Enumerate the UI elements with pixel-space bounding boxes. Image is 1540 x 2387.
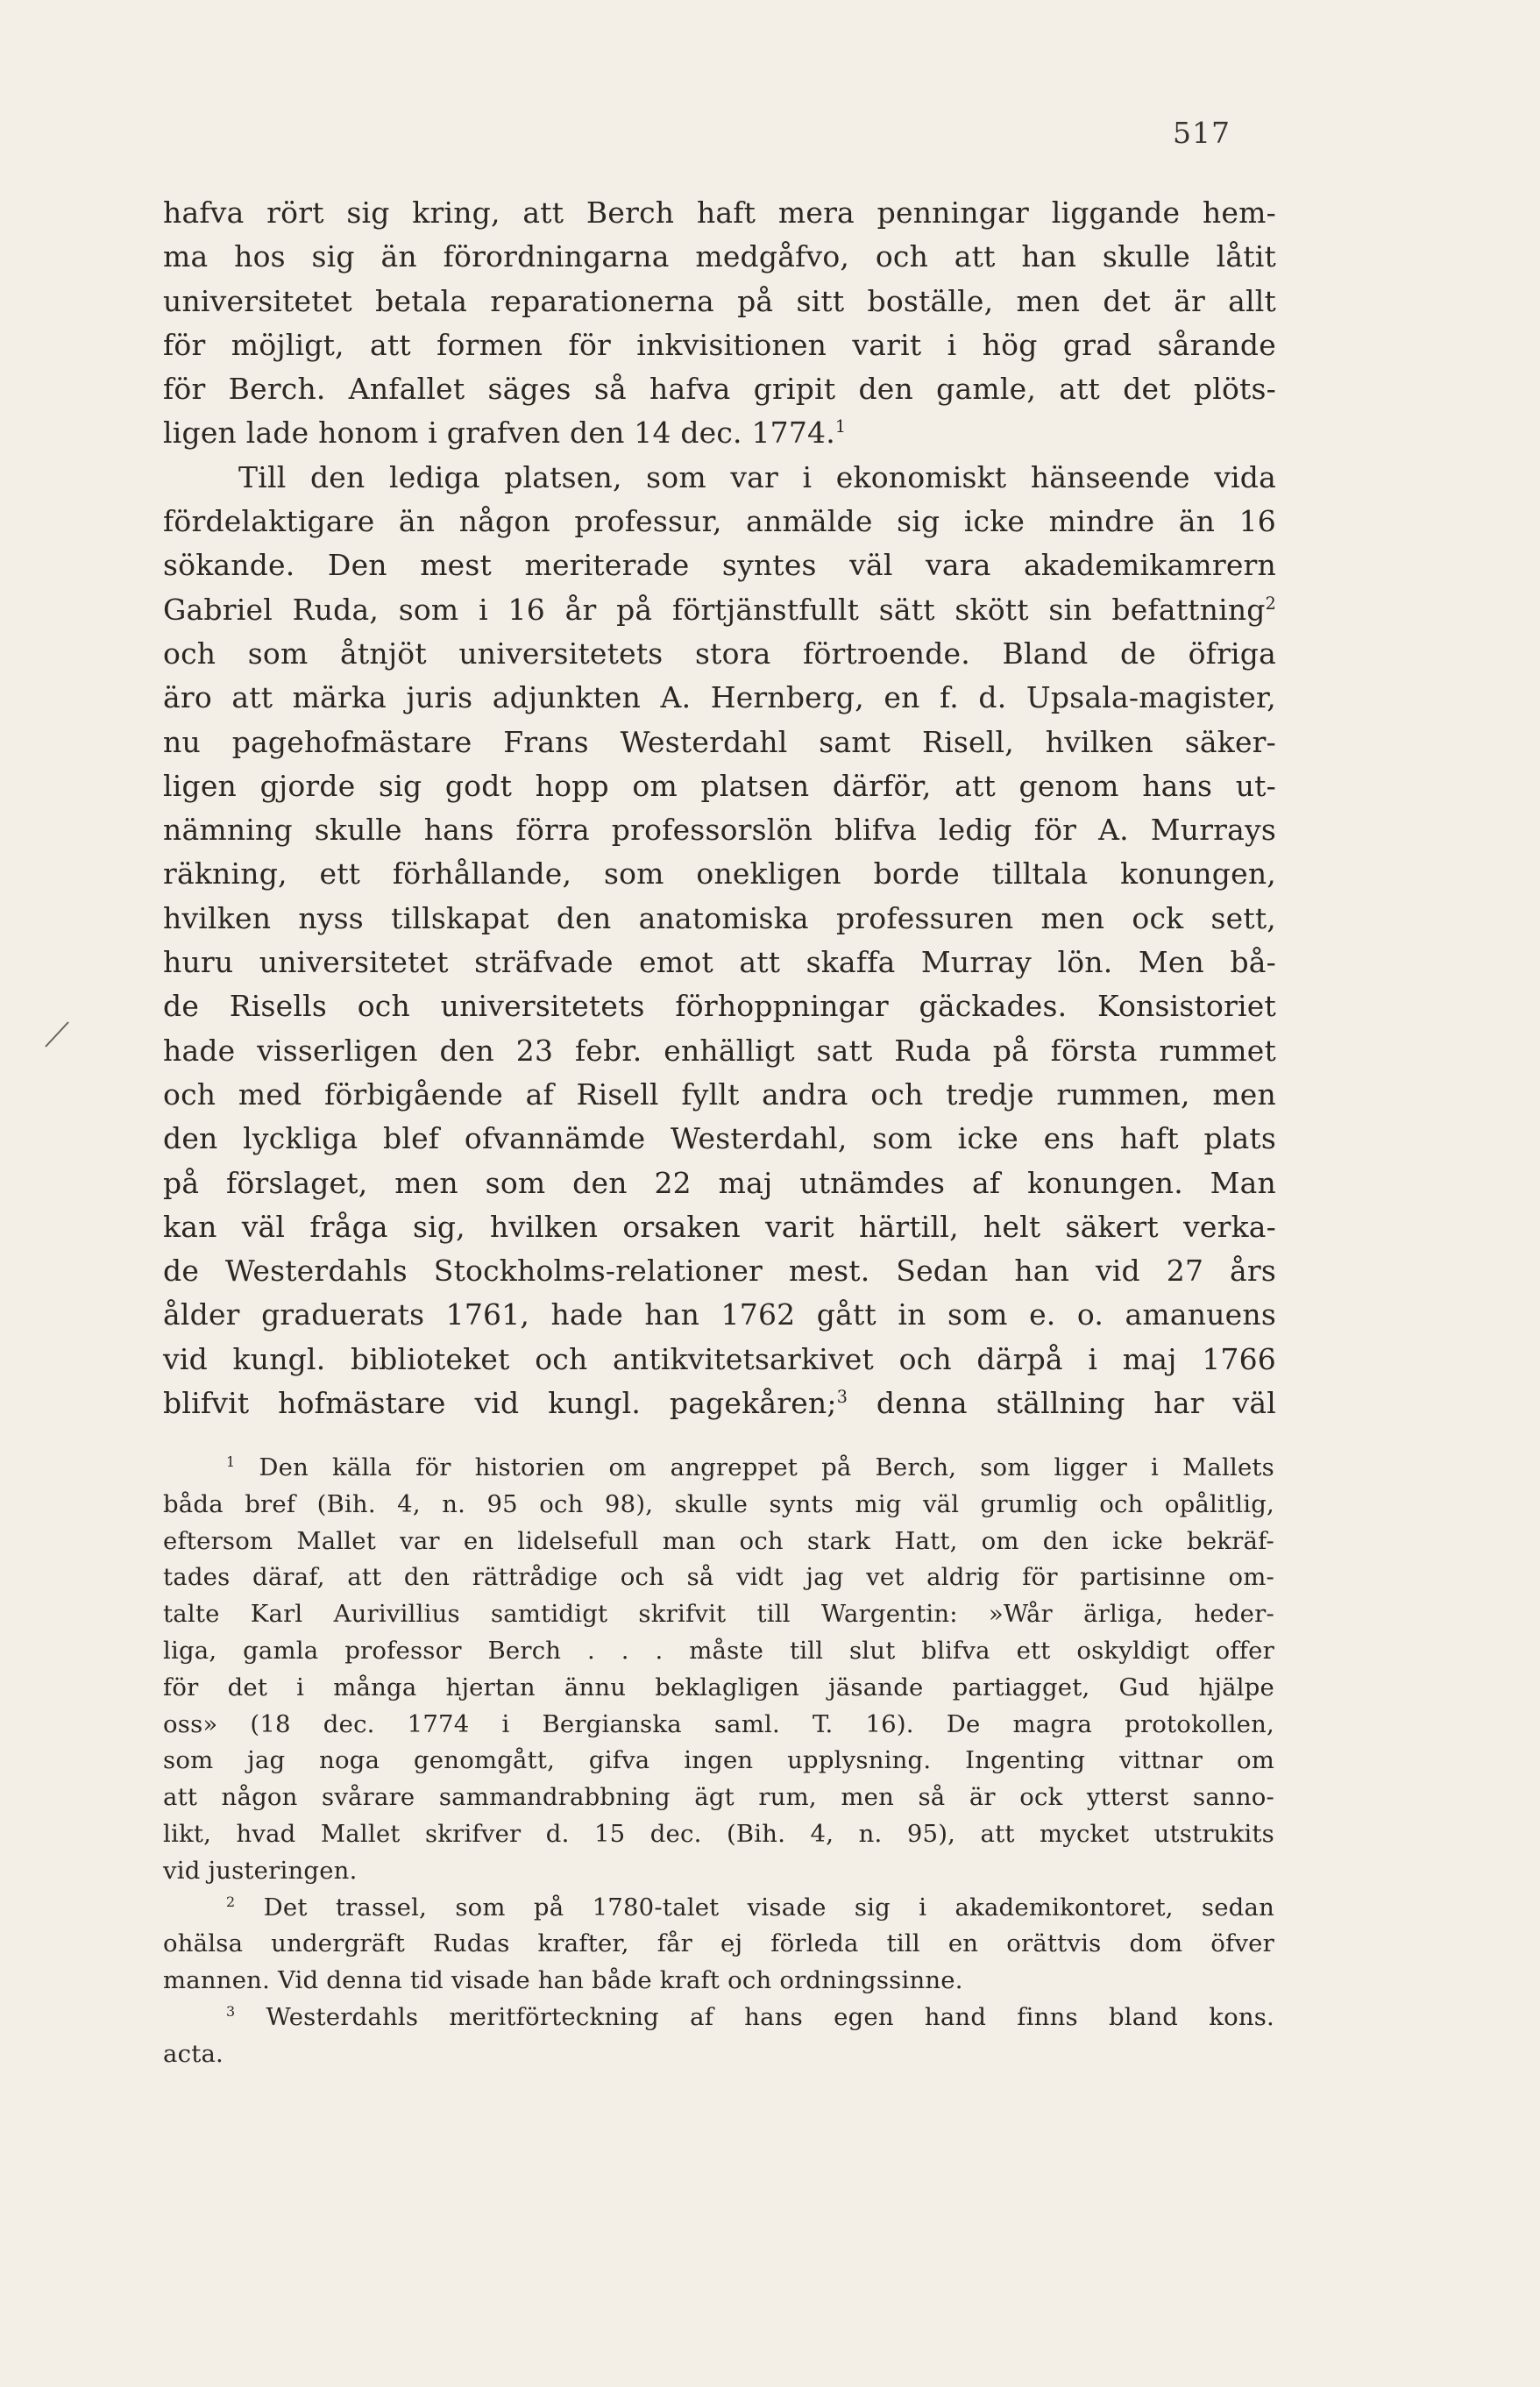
- body-line-text: räkning, ett förhållande, som onekligen borde tilltala konungen,: [163, 856, 1276, 892]
- footnote-line: [163, 1780, 1274, 1816]
- body-line-text: Till den lediga platsen, som var i ekonomiskt hänseende vida: [238, 459, 1276, 494]
- footnote-line-text: talte Karl Aurivillius samtidigt skrifvit till Wargentin: »Wår ärliga, heder-: [163, 1600, 1274, 1629]
- body-line-text: den lyckliga blef ofvannämde Westerdahl, som icke ens haft plats: [163, 1121, 1276, 1156]
- body-line: [163, 1029, 1276, 1073]
- footnote-line: [163, 1890, 1274, 1927]
- footnote-line: [163, 2036, 1274, 2073]
- margin-pencil-mark: [42, 1017, 77, 1052]
- footnote-line-text: oss» (18 dec. 1774 i Bergianska saml. T. 16). De magra protokollen,: [163, 1709, 1274, 1738]
- body-line: [163, 852, 1276, 896]
- body-line: [163, 367, 1276, 411]
- body-line: [163, 191, 1276, 235]
- body-line-text: ålder graduerats 1761, hade han 1762 gått in som e. o. amanuens: [163, 1297, 1276, 1332]
- footnote-line: [163, 1963, 1274, 2000]
- body-line: [163, 500, 1276, 543]
- body-line: [163, 1162, 1276, 1205]
- footnote-reference: 3: [836, 1387, 848, 1408]
- body-line: [163, 808, 1276, 852]
- footnote-line-text: tades däraf, att den rättrådige och så vidt jag vet aldrig för partisinne om-: [163, 1563, 1274, 1592]
- body-line: [163, 984, 1276, 1028]
- footnote-line: [163, 1816, 1274, 1853]
- body-line: [163, 941, 1276, 984]
- body-line-text: och som åtnjöt universitetets stora förtroende. Bland de öfriga: [163, 636, 1276, 671]
- body-line-text: ma hos sig än förordningarna medgåfvo, och att han skulle låtit: [163, 239, 1276, 274]
- footnote-line-text: liga, gamla professor Berch . . . måste till slut blifva ett oskyldigt offer: [163, 1636, 1274, 1665]
- body-line: [163, 1073, 1276, 1117]
- body-line-text: sökande. Den mest meriterade syntes väl vara akademikamrern: [163, 548, 1276, 583]
- body-line-text: fördelaktigare än någon professur, anmälde sig icke mindre än 16: [163, 504, 1276, 539]
- body-line: [163, 721, 1276, 764]
- page-number: 517: [1173, 116, 1231, 150]
- body-line-text: Gabriel Ruda, som i 16 år på förtjänstfullt sätt skött sin befattning: [163, 592, 1266, 627]
- body-line-tail: denna ställning har väl: [848, 1386, 1276, 1421]
- body-line-text: på förslaget, men som den 22 maj utnämdes af konungen. Man: [163, 1165, 1276, 1200]
- body-line-text: och med förbigående af Risell fyllt andra och tredje rummen, men: [163, 1076, 1276, 1112]
- body-line-text: universitetet betala reparationerna på sitt boställe, men det är allt: [163, 283, 1276, 318]
- footnote-line-text: likt, hvad Mallet skrifver d. 15 dec. (Bih. 4, n. 95), att mycket utstrukits: [163, 1819, 1274, 1848]
- footnote-reference: 1: [834, 416, 847, 437]
- footnote-marker: 2: [226, 1893, 236, 1910]
- footnote-marker: 1: [226, 1453, 236, 1470]
- footnote-reference: 2: [1265, 593, 1276, 614]
- body-line: [163, 1249, 1276, 1293]
- body-line-text: de Risells och universitetets förhoppningar gäckades. Konsistoriet: [163, 989, 1276, 1024]
- body-line-text: nämning skulle hans förra professorslön blifva ledig för A. Murrays: [163, 813, 1276, 848]
- body-line: [163, 323, 1276, 367]
- footnote-line: [163, 1450, 1274, 1487]
- footnote-line-text: mannen. Vid denna tid visade han både kraft och ordningssinne.: [163, 1966, 963, 1995]
- body-line: [163, 764, 1276, 808]
- body-line: [163, 456, 1276, 500]
- body-line-text: nu pagehofmästare Frans Westerdahl samt Risell, hvilken säker-: [163, 724, 1276, 759]
- footnote-marker: 3: [226, 2002, 236, 2020]
- body-line: [163, 676, 1276, 720]
- footnote-line-text: Det trassel, som på 1780-talet visade sig i akademikontoret, sedan: [235, 1893, 1274, 1922]
- body-line-text: kan väl fråga sig, hvilken orsaken varit härtill, helt säkert verka-: [163, 1209, 1276, 1244]
- body-line: [163, 1205, 1276, 1249]
- footnote-line: [163, 1926, 1274, 1963]
- footnote-line-text: eftersom Mallet var en lidelsefull man och stark Hatt, om den icke bekräf-: [163, 1526, 1274, 1555]
- footnote-line: [163, 1853, 1274, 1890]
- body-line: [163, 280, 1276, 323]
- body-line: [163, 897, 1276, 941]
- footnote-line: [163, 1524, 1274, 1560]
- footnote-line: [163, 1670, 1274, 1707]
- footnote-line-text: acta.: [163, 2039, 224, 2068]
- body-line: [163, 235, 1276, 279]
- footnote-line-text: Westerdahls meritförteckning af hans egen hand finns bland kons.: [235, 2002, 1274, 2031]
- footnote-line-text: som jag noga genomgått, gifva ingen upplysning. Ingenting vittnar om: [163, 1746, 1274, 1775]
- body-line: [163, 543, 1276, 587]
- main-text: [163, 191, 1276, 1425]
- body-line: [163, 1117, 1276, 1161]
- body-line: [163, 1382, 1276, 1425]
- body-line-text: de Westerdahls Stockholms-relationer mest. Sedan han vid 27 års: [163, 1254, 1276, 1289]
- footnote-line-text: att någon svårare sammandrabbning ägt rum, men så är ock ytterst sanno-: [163, 1783, 1274, 1812]
- footnote-line: [163, 1596, 1274, 1633]
- body-line-text: hade visserligen den 23 febr. enhälligt satt Ruda på första rummet: [163, 1033, 1276, 1068]
- footnote-line: [163, 1707, 1274, 1744]
- footnote-line: [163, 1633, 1274, 1670]
- footnote-line-text: båda bref (Bih. 4, n. 95 och 98), skulle synts mig väl grumlig och opålitlig,: [163, 1489, 1274, 1518]
- body-line-text: ligen gjorde sig godt hopp om platsen därför, att genom hans ut-: [163, 768, 1276, 803]
- footnote-line-text: vid justeringen.: [163, 1856, 358, 1885]
- footnote-line-text: ohälsa undergräft Rudas krafter, får ej förleda till en orättvis dom öfver: [163, 1929, 1274, 1958]
- footnote-line: [163, 1487, 1274, 1524]
- body-line: [163, 632, 1276, 676]
- footnotes: [163, 1450, 1274, 2073]
- body-line: [163, 1338, 1276, 1382]
- body-line-text: ligen lade honom i grafven den 14 dec. 1774.: [163, 416, 835, 451]
- body-line-text: för möjligt, att formen för inkvisitionen varit i hög grad sårande: [163, 327, 1276, 362]
- body-line: [163, 1293, 1276, 1337]
- body-line-text: blifvit hofmästare vid kungl. pagekåren;: [163, 1386, 837, 1421]
- footnote-line: [163, 1559, 1274, 1596]
- body-line-text: hvilken nyss tillskapat den anatomiska professuren men ock sett,: [163, 900, 1276, 935]
- footnote-line: [163, 2000, 1274, 2036]
- body-line-text: vid kungl. biblioteket och antikvitetsarkivet och därpå i maj 1766: [163, 1341, 1276, 1376]
- body-line: [163, 411, 1276, 455]
- body-line: [163, 588, 1276, 632]
- body-line-text: för Berch. Anfallet säges så hafva gripit den gamle, att det plöts-: [163, 372, 1276, 407]
- footnote-line: [163, 1743, 1274, 1780]
- body-line-text: äro att märka juris adjunkten A. Hernberg, en f. d. Upsala-magister,: [163, 680, 1276, 715]
- footnote-line-text: för det i många hjertan ännu beklagligen jäsande partiagget, Gud hjälpe: [163, 1673, 1274, 1701]
- body-line-text: hafva rört sig kring, att Berch haft mera penningar liggande hem-: [163, 195, 1276, 230]
- body-line-text: huru universitetet sträfvade emot att skaffa Murray lön. Men bå-: [163, 945, 1276, 980]
- footnote-line-text: Den källa för historien om angreppet på Berch, som ligger i Mallets: [235, 1453, 1274, 1481]
